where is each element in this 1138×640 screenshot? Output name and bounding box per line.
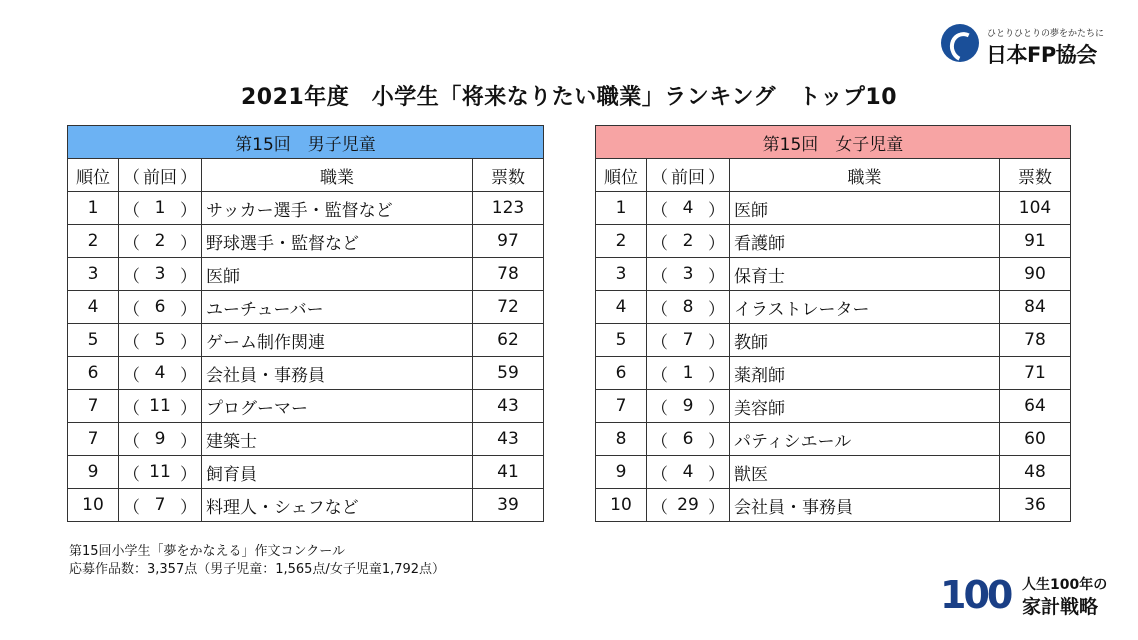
table-row (68, 324, 544, 357)
table-row (68, 225, 544, 258)
prev-rank-cell: 1 (668, 357, 708, 390)
column-rank: 順位 (596, 159, 647, 192)
table-row (596, 258, 1071, 291)
girls-ranking-table (595, 125, 1071, 522)
votes-cell: 43 (473, 423, 544, 456)
table-row (596, 423, 1071, 456)
prev-close-cell: ） (180, 192, 202, 225)
prev-close-cell: ） (180, 423, 202, 456)
life-100-badge (940, 573, 1110, 618)
table-row (68, 291, 544, 324)
job-cell: 料理人・シェフなど (202, 489, 473, 522)
table-row (596, 489, 1071, 522)
rank-cell: 3 (596, 258, 647, 291)
votes-cell: 91 (1000, 225, 1071, 258)
prev-rank-cell: 6 (140, 291, 180, 324)
job-cell: 飼育員 (202, 456, 473, 489)
footnote-entries: 応募作品数：3,357点（男子児童：1,565点/女子児童1,792点） (69, 562, 446, 577)
prev-rank-cell: 9 (668, 390, 708, 423)
prev-rank-cell: 4 (668, 192, 708, 225)
prev-open-cell: （ (119, 291, 141, 324)
prev-close-cell: ） (708, 258, 730, 291)
prev-open-cell: （ (119, 192, 141, 225)
prev-rank-cell: 29 (668, 489, 708, 522)
rank-cell: 6 (68, 357, 119, 390)
badge-number: 100 (940, 573, 1011, 617)
prev-close-cell: ） (180, 456, 202, 489)
rank-cell: 3 (68, 258, 119, 291)
rank-cell: 8 (596, 423, 647, 456)
prev-rank-cell: 5 (140, 324, 180, 357)
prev-open-cell: （ (647, 456, 669, 489)
prev-open-cell: （ (119, 258, 141, 291)
prev-close-cell: ） (708, 324, 730, 357)
prev-open-cell: （ (119, 423, 141, 456)
rank-cell: 7 (68, 423, 119, 456)
prev-close-cell: ） (708, 192, 730, 225)
rank-cell: 10 (596, 489, 647, 522)
job-cell: 薬剤師 (730, 357, 1000, 390)
footnote (69, 543, 445, 579)
table-row (68, 192, 544, 225)
votes-cell: 59 (473, 357, 544, 390)
votes-cell: 84 (1000, 291, 1071, 324)
job-cell: パティシエール (730, 423, 1000, 456)
prev-close-cell: ） (708, 357, 730, 390)
rank-cell: 7 (596, 390, 647, 423)
job-cell: イラストレーター (730, 291, 1000, 324)
column-votes: 票数 (1000, 159, 1071, 192)
boys-ranking-table (67, 125, 544, 522)
table-row (68, 390, 544, 423)
table-row (68, 489, 544, 522)
prev-close-cell: ） (708, 390, 730, 423)
votes-cell: 39 (473, 489, 544, 522)
job-cell: ユーチューバー (202, 291, 473, 324)
prev-open-cell: （ (119, 390, 141, 423)
logo-name: 日本FP協会 (986, 43, 1097, 67)
prev-close-cell: ） (180, 390, 202, 423)
prev-close-cell: ） (708, 456, 730, 489)
column-job: 職業 (202, 159, 473, 192)
job-cell: サッカー選手・監督など (202, 192, 473, 225)
job-cell: プログーマー (202, 390, 473, 423)
fp-association-logo (941, 20, 1116, 70)
column-votes: 票数 (473, 159, 544, 192)
prev-rank-cell: 11 (140, 390, 180, 423)
boys-table-header: 第15回 男子児童 (68, 126, 544, 159)
table-row (596, 357, 1071, 390)
job-cell: 保育士 (730, 258, 1000, 291)
prev-open-cell: （ (119, 225, 141, 258)
prev-close-cell: ） (708, 489, 730, 522)
prev-close-cell: ） (180, 258, 202, 291)
column-prev: 前回 (140, 159, 180, 192)
votes-cell: 41 (473, 456, 544, 489)
job-cell: ゲーム制作関連 (202, 324, 473, 357)
prev-close-cell: ） (708, 225, 730, 258)
job-cell: 医師 (202, 258, 473, 291)
table-row (596, 456, 1071, 489)
rank-cell: 1 (596, 192, 647, 225)
column-prev-open: （ (119, 159, 141, 192)
prev-rank-cell: 3 (668, 258, 708, 291)
job-cell: 教師 (730, 324, 1000, 357)
rank-cell: 9 (68, 456, 119, 489)
prev-close-cell: ） (180, 357, 202, 390)
prev-rank-cell: 9 (140, 423, 180, 456)
rank-cell: 10 (68, 489, 119, 522)
table-row (596, 291, 1071, 324)
job-cell: 会社員・事務員 (202, 357, 473, 390)
prev-open-cell: （ (647, 489, 669, 522)
rank-cell: 1 (68, 192, 119, 225)
prev-rank-cell: 6 (668, 423, 708, 456)
prev-open-cell: （ (647, 324, 669, 357)
rank-cell: 2 (596, 225, 647, 258)
votes-cell: 97 (473, 225, 544, 258)
votes-cell: 62 (473, 324, 544, 357)
votes-cell: 72 (473, 291, 544, 324)
votes-cell: 43 (473, 390, 544, 423)
rank-cell: 9 (596, 456, 647, 489)
prev-close-cell: ） (180, 225, 202, 258)
badge-line1: 人生100年の (1022, 577, 1108, 593)
rank-cell: 4 (68, 291, 119, 324)
votes-cell: 64 (1000, 390, 1071, 423)
column-prev-close: ） (180, 159, 202, 192)
votes-cell: 78 (1000, 324, 1071, 357)
prev-open-cell: （ (119, 489, 141, 522)
table-row (596, 324, 1071, 357)
table-row (596, 225, 1071, 258)
votes-cell: 104 (1000, 192, 1071, 225)
badge-line2: 家計戦略 (1022, 596, 1099, 618)
prev-open-cell: （ (647, 291, 669, 324)
prev-rank-cell: 4 (140, 357, 180, 390)
table-row (68, 456, 544, 489)
column-prev-close: ） (708, 159, 730, 192)
rank-cell: 6 (596, 357, 647, 390)
logo-tagline: ひとりひとりの夢をかたちに (987, 29, 1105, 39)
boys-column-headers (68, 159, 544, 192)
rank-cell: 2 (68, 225, 119, 258)
table-row (596, 390, 1071, 423)
job-cell: 野球選手・監督など (202, 225, 473, 258)
column-rank: 順位 (68, 159, 119, 192)
votes-cell: 36 (1000, 489, 1071, 522)
table-row (68, 258, 544, 291)
prev-rank-cell: 7 (668, 324, 708, 357)
job-cell: 美容師 (730, 390, 1000, 423)
votes-cell: 78 (473, 258, 544, 291)
prev-close-cell: ） (180, 489, 202, 522)
prev-open-cell: （ (647, 225, 669, 258)
page-title: 2021年度 小学生「将来なりたい職業」ランキング トップ10 (240, 85, 898, 110)
prev-rank-cell: 3 (140, 258, 180, 291)
boys-table-body (68, 192, 544, 522)
column-job: 職業 (730, 159, 1000, 192)
prev-open-cell: （ (647, 423, 669, 456)
prev-close-cell: ） (708, 291, 730, 324)
footnote-contest: 第15回小学生「夢をかなえる」作文コンクール (69, 544, 346, 559)
fp-logo-icon (941, 24, 979, 62)
prev-open-cell: （ (647, 258, 669, 291)
prev-close-cell: ） (180, 291, 202, 324)
girls-table-body (596, 192, 1071, 522)
table-row (68, 423, 544, 456)
votes-cell: 90 (1000, 258, 1071, 291)
prev-open-cell: （ (647, 390, 669, 423)
prev-open-cell: （ (119, 456, 141, 489)
job-cell: 医師 (730, 192, 1000, 225)
job-cell: 獣医 (730, 456, 1000, 489)
rank-cell: 5 (596, 324, 647, 357)
table-row (596, 192, 1071, 225)
prev-rank-cell: 1 (140, 192, 180, 225)
prev-close-cell: ） (708, 423, 730, 456)
prev-open-cell: （ (647, 357, 669, 390)
prev-rank-cell: 11 (140, 456, 180, 489)
girls-table-header: 第15回 女子児童 (596, 126, 1071, 159)
rank-cell: 7 (68, 390, 119, 423)
votes-cell: 60 (1000, 423, 1071, 456)
votes-cell: 48 (1000, 456, 1071, 489)
prev-rank-cell: 2 (140, 225, 180, 258)
rank-cell: 4 (596, 291, 647, 324)
prev-rank-cell: 2 (668, 225, 708, 258)
girls-column-headers (596, 159, 1071, 192)
job-cell: 建築士 (202, 423, 473, 456)
column-prev: 前回 (668, 159, 708, 192)
votes-cell: 123 (473, 192, 544, 225)
prev-open-cell: （ (119, 324, 141, 357)
job-cell: 会社員・事務員 (730, 489, 1000, 522)
table-row (68, 357, 544, 390)
prev-close-cell: ） (180, 324, 202, 357)
votes-cell: 71 (1000, 357, 1071, 390)
prev-rank-cell: 7 (140, 489, 180, 522)
column-prev-open: （ (647, 159, 669, 192)
prev-open-cell: （ (647, 192, 669, 225)
prev-rank-cell: 4 (668, 456, 708, 489)
prev-rank-cell: 8 (668, 291, 708, 324)
rank-cell: 5 (68, 324, 119, 357)
prev-open-cell: （ (119, 357, 141, 390)
job-cell: 看護師 (730, 225, 1000, 258)
